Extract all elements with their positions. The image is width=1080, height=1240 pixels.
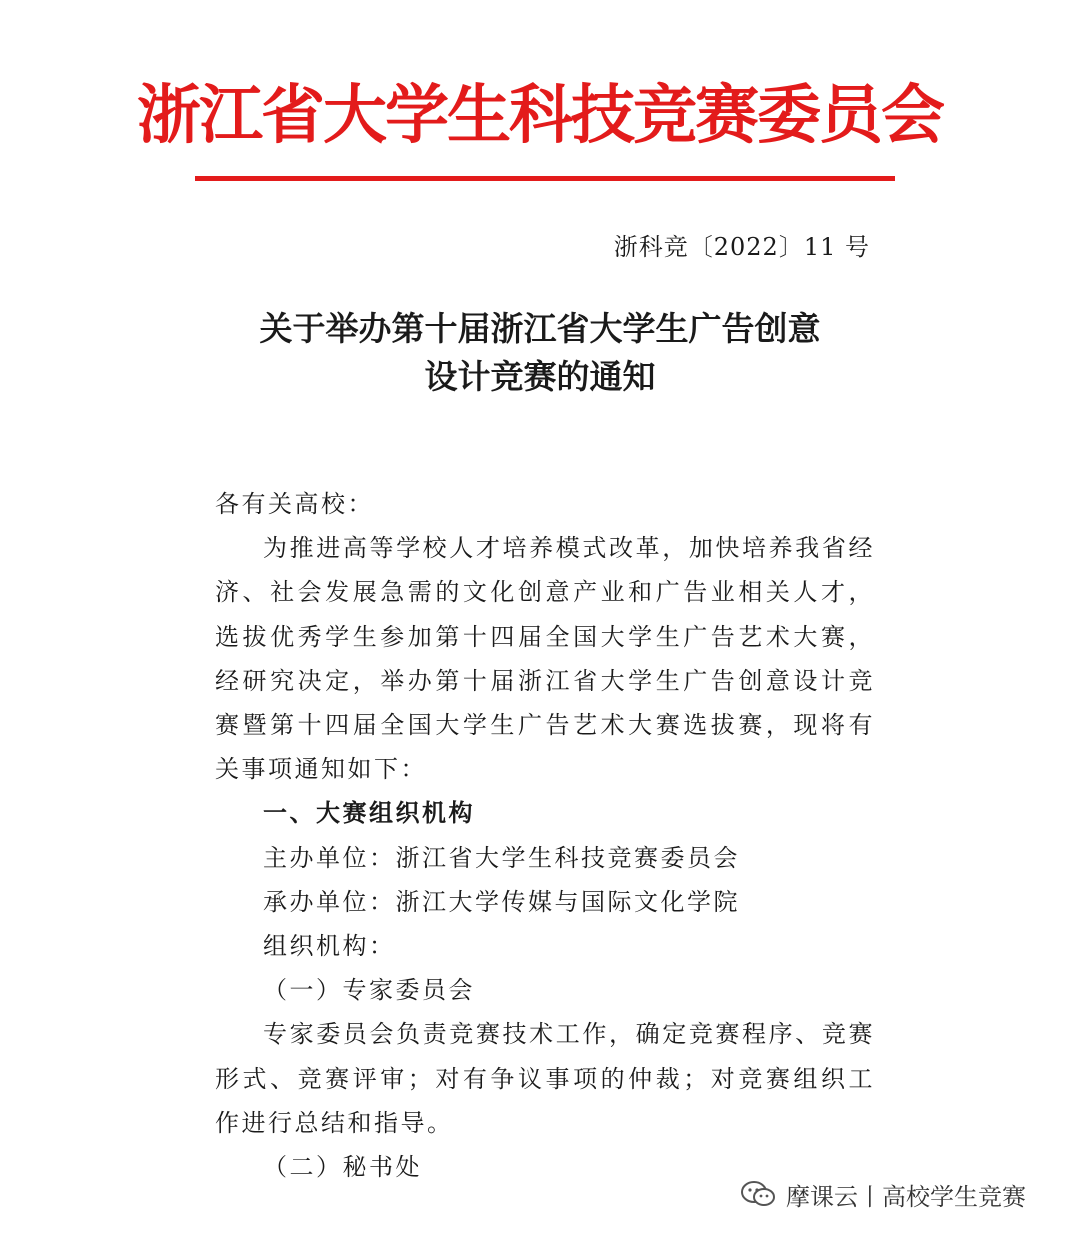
document-title xyxy=(0,305,1080,401)
document-number: 浙科竞〔2022〕11 号 xyxy=(613,233,870,261)
organizer-unit: 承办单位：浙江大学传媒与国际文化学院 xyxy=(263,887,740,916)
subsection-secretariat: （二）秘书处 xyxy=(263,1153,422,1182)
title-line-2: 设计竞赛的通知 xyxy=(424,357,656,396)
title-line-1: 关于举办第十届浙江省大学生广告创意 xyxy=(259,309,821,348)
intro-paragraph: 为推进高等学校人才培养模式改革，加快培养我省经济、社会发展急需的文化创意产业和广告业相关人才，选拔优秀学生参加第十四届全国大学生广告艺术大赛，经研究决定，举办第十届浙江省大学生广告创意设计竞赛暨第十四届全国大学生广告艺术大赛选拔赛，现将有关事项通知如下： xyxy=(215,534,875,784)
section-heading-organization: 一、大赛组织机构 xyxy=(263,799,475,828)
salutation: 各有关高校： xyxy=(215,490,374,518)
host-unit: 主办单位：浙江省大学生科技竞赛委员会 xyxy=(263,843,740,872)
wechat-watermark xyxy=(740,1172,1026,1216)
document-body xyxy=(215,482,875,1189)
wechat-icon xyxy=(740,1180,776,1208)
red-divider-line xyxy=(195,176,895,181)
watermark-text: 摩课云丨高校学生竞赛 xyxy=(786,1182,1026,1211)
subsection-expert-committee: （一）专家委员会 xyxy=(263,976,475,1005)
expert-committee-paragraph: 专家委员会负责竞赛技术工作，确定竞赛程序、竞赛形式、竞赛评审；对有争议事项的仲裁；对竞赛组织工作进行总结和指导。 xyxy=(215,1020,875,1137)
org-structure-label: 组织机构： xyxy=(263,932,396,961)
issuing-organization-header: 浙江省大学生科技竞赛委员会 xyxy=(137,79,943,153)
